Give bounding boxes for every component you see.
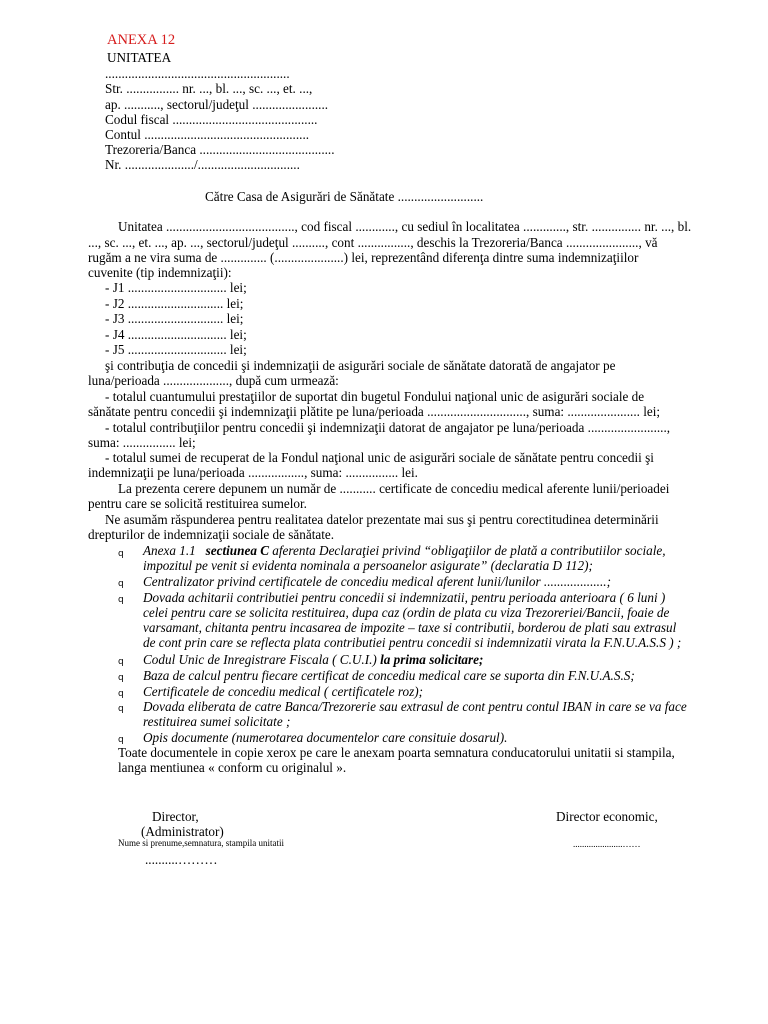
body-line: rugăm a ne vira suma de .............. (.....................) lei, reprezentând diferenţa dintre suma indemnizaţiilor [88,250,639,265]
body-line: Unitatea ......................................., cod fiscal ............, cu sediul în localitatea ............., str. ............... nr. ..., bl. [118,219,692,234]
addressee-line: Către Casa de Asigurări de Sănătate .......................... [205,189,484,204]
list-bullet: q [118,689,124,699]
body-line: - totalul sumei de recuperat de la Fondul naţional unic de asigurări sociale de sănătate pentru concedii şi [105,450,654,465]
director-label: Director, [152,809,199,824]
body-line: drepturilor de indemnizaţii sociale de sănătate. [88,527,335,542]
doc-text: ; [479,652,484,667]
director-signature-dots: ..........……… [145,852,218,867]
j-item: - J5 .............................. lei; [105,342,247,357]
cod-fiscal-line: Codul fiscal ............................................ [105,112,318,127]
list-bullet: q [118,657,124,667]
list-bullet: q [118,704,124,714]
closing-line: langa mentiunea « conform cu originalul ». [118,760,347,775]
contul-line: Contul .................................................. [105,127,310,142]
unitatea-dots: ........................................................ [105,66,290,81]
list-bullet: q [118,673,124,683]
doc-item-2: Centralizator privind certificatele de concediu medical aferent lunii/lunilor ...................; [143,574,611,589]
body-line: luna/perioada ...................., după cum urmează: [88,373,339,388]
administrator-label: (Administrator) [141,824,224,839]
doc-item-3-cont: de cont prin care se reflecta plata contributiei pentru concedii si indemnizatii virata la F.N.U.A.S.S ) ; [143,635,682,650]
body-line: - totalul contribuţiilor pentru concedii şi indemnizaţii datorat de angajator pe luna/perioada ........................, [105,420,671,435]
doc-item-3-cont: varsamant, chitanta pentru incasarea de impozite – taxe si contributii, borderou de plati sau extrasul [143,620,677,635]
doc-item-3-cont: celei pentru care se solicita restituirea, dupa caz (ordin de plata cu viza Trezoreriei/Bancii, foaie de [143,605,670,620]
body-line: Ne asumăm răspunderea pentru realitatea datelor prezentate mai sus şi pentru corectitudinea determinării [105,512,659,527]
doc-item-1-cont: impozitul pe venit si evidenta nominala a persoanelor asigurate” (declaratia D 112); [143,558,593,573]
list-bullet: q [118,579,124,589]
body-line: cuvenite (tip indemnizaţii): [88,265,232,280]
list-bullet: q [118,595,124,605]
doc-anexa: Anexa 1.1 [143,543,196,558]
doc-text: aferenta Declaraţiei privind “obligaţiilor de plată a contributiilor sociale, [272,543,666,558]
doc-item-5: Baza de calcul pentru fiecare certificat de concediu medical care se suporta din F.N.U.A.S.S; [143,668,635,683]
list-bullet: q [118,549,124,559]
doc-text: Codul Unic de Inregistrare Fiscala ( C.U.I.) [143,652,377,667]
doc-sectiunea: sectiunea C [205,543,269,558]
body-line: - totalul cuantumului prestaţiilor de suportat din bugetul Fondului naţional unic de asigurări sociale de [105,389,645,404]
j-item: - J3 ............................. lei; [105,311,244,326]
doc-item-4 [143,652,483,668]
body-line: suma: ................ lei; [88,435,196,450]
anexa-title: ANEXA 12 [107,32,176,48]
j-item: - J1 .............................. lei; [105,280,247,295]
j-item: - J4 .............................. lei; [105,327,247,342]
address-street: Str. ................ nr. ..., bl. ..., sc. ..., et. ..., [105,81,313,96]
doc-item-8: Opis documente (numerotarea documentelor care consituie dosarul). [143,730,508,745]
doc-item-3: Dovada achitarii contributiei pentru concedii si indemnizatii, pentru perioada anterioara ( 6 luni ) [143,590,666,605]
trezoreria-line: Trezoreria/Banca ......................................... [105,142,335,157]
body-line: pentru care se solicită restituirea sumelor. [88,496,307,511]
address-ap: ap. ..........., sectorul/judeţul ....................... [105,97,329,112]
body-line: şi contribuţia de concedii şi indemnizaţii de asigurări sociale de sănătate datorată de angajator pe [105,358,616,373]
economic-signature-dots: ......................…… [573,839,641,849]
doc-item-7-cont: restituirea sumei solicitate ; [143,714,291,729]
j-item: - J2 ............................. lei; [105,296,244,311]
doc-item-6: Certificatele de concediu medical ( certificatele roz); [143,684,424,699]
director-economic-label: Director economic, [556,809,658,824]
nr-line: Nr. ...................../............................... [105,157,300,172]
body-line: La prezenta cerere depunem un număr de ........... certificate de concediu medical aferente lunii/perioadei [118,481,670,496]
doc-item-1 [143,543,666,559]
body-line: sănătate pentru concedii şi indemnizaţii plătite pe luna/perioada .............................., suma: ...................... lei; [88,404,661,419]
body-line: indemnizaţii pe luna/perioada ................., suma: ................ lei. [88,465,418,480]
doc-emphasis: la prima solicitare [380,652,480,667]
unitatea-label: UNITATEA [107,50,172,65]
list-bullet: q [118,735,124,745]
body-line: ..., sc. ..., et. ..., ap. ..., sectorul/judeţul .........., cont ................, deschis la Trezoreria/Banca ......................, vă [88,235,658,250]
name-note: Nume si prenume,semnatura, stampila unitatii [118,838,284,848]
doc-item-7: Dovada eliberata de catre Banca/Trezorerie sau extrasul de cont pentru contul IBAN in care se va face [143,699,687,714]
closing-line: Toate documentele in copie xerox pe care le anexam poarta semnatura conducatorului unitatii si stampila, [118,745,675,760]
